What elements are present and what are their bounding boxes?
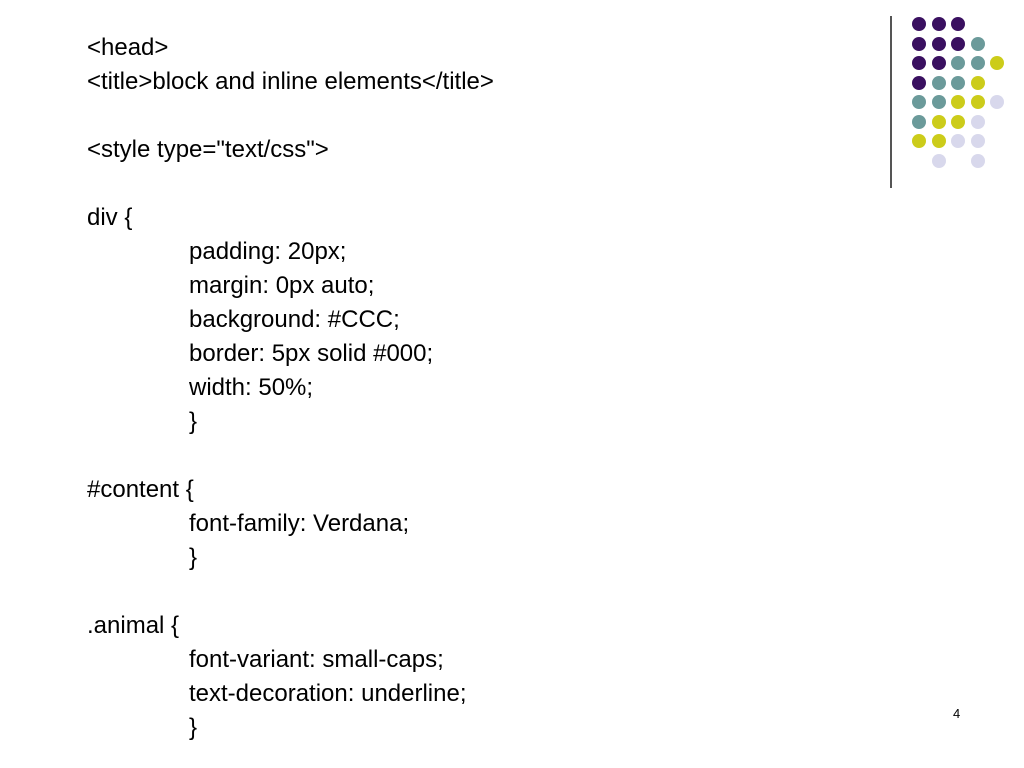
code-line: background: #CCC; [189,306,400,333]
decorative-dot [912,134,926,148]
code-line: padding: 20px; [189,238,347,265]
decorative-dot [951,56,965,70]
decorative-dot [932,95,946,109]
code-line: div { [87,204,133,231]
decorative-dot [971,56,985,70]
decorative-dot [932,37,946,51]
decorative-dot [912,76,926,90]
decorative-dot [912,115,926,129]
code-line: <style type="text/css"> [87,136,329,163]
code-line: } [189,714,198,741]
code-line: #content { [87,476,194,503]
decorative-dot [951,95,965,109]
decorative-dot [971,37,985,51]
code-line: <head> [87,34,169,61]
decorative-dot [971,154,985,168]
decorative-dot [912,17,926,31]
decorative-dot [971,95,985,109]
code-line: text-decoration: underline; [189,680,467,707]
decorative-dot [912,37,926,51]
decorative-dot [932,154,946,168]
code-line: font-family: Verdana; [189,510,410,537]
decorative-dot [912,56,926,70]
decorative-dot [912,95,926,109]
code-line: <title>block and inline elements</title> [87,68,494,95]
decorative-dot [990,95,1004,109]
decorative-dot [932,134,946,148]
decorative-dot [971,76,985,90]
code-line: } [189,544,198,571]
page-number: 4 [953,706,961,721]
decorative-dot [971,134,985,148]
decorative-dot [951,17,965,31]
code-line: border: 5px solid #000; [189,340,434,367]
decorative-dot [932,56,946,70]
code-line: font-variant: small-caps; [189,646,444,673]
code-line: } [189,408,198,435]
decorative-dot [951,76,965,90]
code-line: width: 50%; [189,374,314,401]
code-line: margin: 0px auto; [189,272,375,299]
decorative-dot [951,37,965,51]
decorative-dot [990,56,1004,70]
decorative-dot [932,115,946,129]
decorative-dot [971,115,985,129]
decorative-dot [951,134,965,148]
vertical-divider [890,16,892,188]
decorative-dot [932,17,946,31]
decorative-dot [932,76,946,90]
decorative-dot [951,115,965,129]
code-line: .animal { [87,612,180,639]
